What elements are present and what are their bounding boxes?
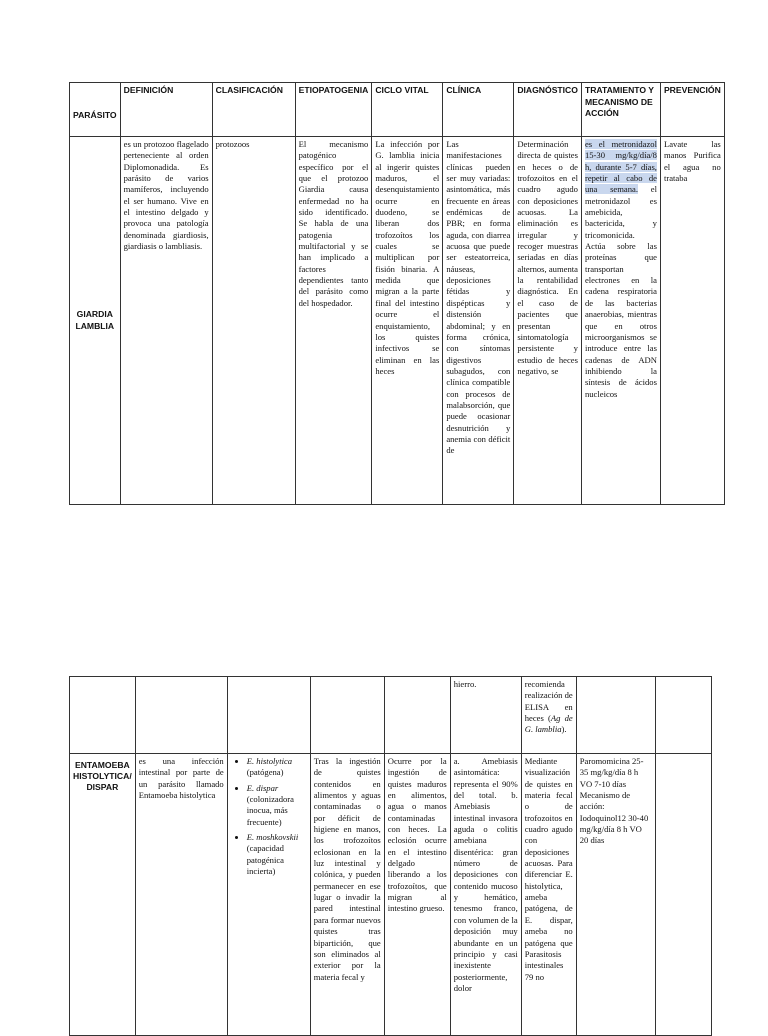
parasite-table-page-1: [69, 82, 725, 505]
list-item: [247, 832, 307, 877]
list-item: [247, 783, 307, 828]
diagnostico-italic: Ag de G. lamblia: [524, 713, 573, 735]
cell-clasificacion: protozoos: [212, 137, 295, 505]
species-name: E. histolytica: [246, 756, 293, 766]
cell-prevencion: [655, 754, 711, 1036]
header-etiopatogenia: ETIOPATOGENIA: [295, 83, 372, 137]
table-row-entamoeba: [70, 754, 712, 1036]
species-name: E. dispar: [246, 782, 279, 793]
parasite-name: ENTAMOEBA HISTOLYTICA/ DISPAR: [70, 754, 136, 1036]
cell-clasificacion: [227, 754, 310, 1036]
cell-etiopatogenia: El mecanismo patogénico específico por el que el protozoo Giardia causa enfermedad no ha sido identificado. Se habla de una patogenia multifactorial y se han implicado a factores dependientes tanto del parásito como del hospedador.: [295, 137, 372, 505]
empty-cell: [310, 677, 384, 754]
table-header-row: [70, 83, 725, 137]
cell-diagnostico: Determinación directa de quistes en heces o de trofozoitos en el cuadro agudo con deposiciones acuosas. La eliminación es irregular y recoger muestras seriadas en días alternos, aumenta la rentabilidad diagnóstica. En el caso de pacientes que presentan sintomatología persistente y estudio de heces negativo, se: [514, 137, 582, 505]
header-clasificacion: CLASIFICACIÓN: [212, 83, 295, 137]
cell-definicion: es una infección intestinal por parte de un parásito llamado Entamoeba histolytica: [135, 754, 227, 1036]
header-parasito: PARÁSITO: [70, 83, 121, 137]
header-diagnostico: DIAGNÓSTICO: [514, 83, 582, 137]
cell-tratamiento: Paromomicina 25-35 mg/kg/día 8 h VO 7-10 días Mecanismo de acción: Iodoquinol12 30-40 mg/kg/día 8 h VO 20 días: [576, 754, 655, 1036]
empty-cell: [576, 677, 655, 754]
header-clinica: CLÍNICA: [443, 83, 514, 137]
cell-ciclo-vital: La infección por G. lamblia inicia al ingerir quistes maduros, el desenquistamiento ocurre en duodeno, se liberan dos trofozoítos los cuales se multiplican por fisión binaria. A medida que migran a la parte final del intestino ocurre el enquistamiento, los quistes infectivos se eliminan en las heces: [372, 137, 443, 505]
continuation-row: [70, 677, 712, 754]
empty-cell: [135, 677, 227, 754]
tratamiento-text: el metronidazol es amebicida, bactericida, y tricomonicida. Actúa sobre las proteínas que transportan electrones en la cadena respiratoria de las bacterias anaerobias, mientras que en otros microorganismos se introduce entre las cadenas de ADN inhibiendo la síntesis de ácidos nucleicos: [584, 184, 657, 399]
parasite-name: GIARDIA LAMBLIA: [70, 137, 121, 505]
empty-cell: [227, 677, 310, 754]
table-row-giardia: [70, 137, 725, 505]
species-note: (patógena): [246, 767, 284, 778]
empty-cell: [70, 677, 136, 754]
species-name: E. moshkovskii: [246, 832, 299, 843]
cell-ciclo-vital: Ocurre por la ingestión de quistes maduros en alimentos, agua o manos contaminadas con heces. La eclosión ocurre en el intestino delgado liberando a los trofozoítos, que migran al intestino grueso.: [384, 754, 450, 1036]
empty-cell: [655, 677, 711, 754]
cell-diagnostico-continuation: [521, 677, 576, 754]
clasificacion-list: [231, 756, 307, 877]
header-prevencion: PREVENCIÓN: [660, 83, 724, 137]
diagnostico-text: recomienda realización de ELISA en heces (: [524, 679, 573, 724]
header-ciclo-vital: CICLO VITAL: [372, 83, 443, 137]
cell-prevencion: Lavate las manos Purifica el agua no trataba: [660, 137, 724, 505]
highlighted-text: es el metronidazol 15-30 mg/kg/día/8 h, durante 5-7 días, repetir al cabo de una semana.: [584, 139, 657, 195]
cell-definicion: es un protozoo flagelado perteneciente al orden Diplomonadida. Es parásito de varios mamíferos, incluyendo el ser humano. Vive en el intestino delgado y provoca una patología denominada giardiosis, giardiasis o lambliasis.: [120, 137, 212, 505]
cell-diagnostico: Mediante visualización de quistes en materia fecal o de trofozoitos en cuadro agudo con deposiciones acuosas. Para diferenciar E. histolytica, ameba patógena, de E. dispar, ameba no patógena que Parasitosis intestinales 79 no: [521, 754, 576, 1036]
species-note: (colonizadora inocua, más frecuente): [246, 794, 294, 827]
cell-clinica-continuation: hierro.: [450, 677, 521, 754]
cell-clinica: a. Amebiasis asintomática: representa el 90% del total. b. Amebiasis intestinal invasora aguda o colitis amebiana disentérica: gran número de deposiciones con contenido mucoso y hemático, tenesmo franco, con volumen de la deposición muy abundante en un principio y casi inexistente posteriormente, dolor: [450, 754, 521, 1036]
header-tratamiento: TRATAMIENTO Y MECANISMO DE ACCIÓN: [581, 83, 660, 137]
cell-tratamiento: [581, 137, 660, 505]
species-note: (capacidad patogénica incierta): [246, 843, 284, 877]
header-definicion: DEFINICIÓN: [120, 83, 212, 137]
list-item: [247, 756, 307, 779]
empty-cell: [384, 677, 450, 754]
cell-etiopatogenia: Tras la ingestión de quistes contenidos en alimentos y aguas contaminadas o por déficit de higiene en manos, los trofozoítos eclosionan en la luz intestinal y colónica, y pueden permanecer en ese lugar o invadir la pared intestinal para formar nuevos quistes tras bipartición, que son eliminados al exterior por la materia fecal y: [310, 754, 384, 1036]
diagnostico-text-end: ).: [561, 724, 567, 735]
parasite-table-page-2: [69, 676, 712, 1036]
cell-clinica: Las manifestaciones clínicas pueden ser muy variadas: asintomática, más frecuente en áreas endémicas de PBR; en forma aguda, con diarrea acuosa que puede ser esteatorreica, náuseas, deposiciones fétidas y dispépticas y distensión abdominal; y en forma crónica, con síntomas digestivos subagudos, con clínica compatible con procesos de malabsorción, que puede ocasionar desnutrición y anemia con déficit de: [443, 137, 514, 505]
